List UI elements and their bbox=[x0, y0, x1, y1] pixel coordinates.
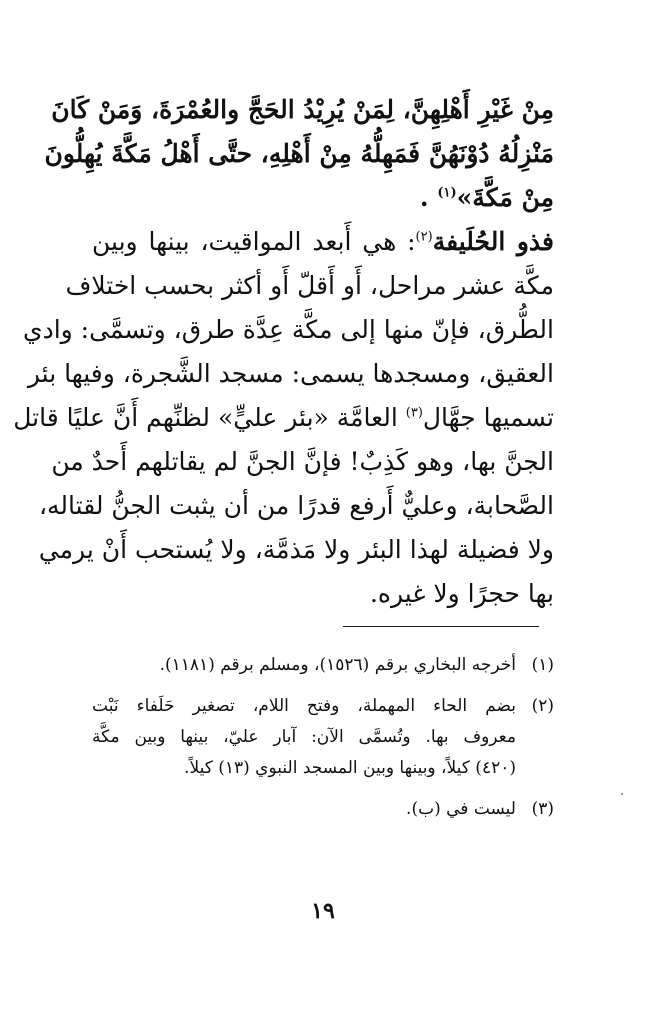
paragraph-heading: فذو الحُلَيفة bbox=[432, 227, 555, 256]
paragraph-line-9: بها حجرًا ولا غيره. bbox=[369, 579, 554, 608]
footnote-line: (٤٢٠) كيلاً، وبينها وبين المسجد النبوي (١٣) كيلاً. bbox=[184, 758, 516, 778]
quote-line-3-text: مِنْ مَكَّةَ» bbox=[456, 183, 554, 212]
scan-speck bbox=[621, 793, 623, 795]
quote-footnote-ref: (١) bbox=[437, 185, 457, 201]
footnote-2 bbox=[92, 691, 554, 784]
footnote-body bbox=[92, 650, 516, 681]
paragraph-footnote-ref-3: (٣) bbox=[405, 405, 423, 421]
paragraph-line-1-rest: : هي أَبعد المواقيت، بينها وبين bbox=[92, 227, 416, 256]
paragraph-line-5 bbox=[13, 396, 554, 440]
quote-line-2: مَنْزِلُهُ دُوْنَهُنَّ فَمَهِلُّهُ مِنْ أَهْلِهِ، حتَّى أَهْلُ مَكَّةَ يُهِلُّونَ bbox=[44, 139, 554, 168]
footnotes bbox=[92, 650, 554, 835]
paragraph-footnote-ref-2: (٢) bbox=[415, 229, 433, 245]
page-number: ١٩ bbox=[311, 898, 335, 924]
quote-line-3 bbox=[92, 176, 554, 220]
footnote-line: ليست في (ب). bbox=[406, 799, 516, 819]
footnote-number: (٢) bbox=[531, 696, 554, 716]
footnote-3 bbox=[92, 794, 554, 825]
footnote-number: (١) bbox=[531, 655, 554, 675]
footnote-body bbox=[92, 794, 516, 825]
paragraph-line-3: الطُّرق، فإنّ منها إلى مكَّة عِدَّة طرق، وتسمَّى: وادي bbox=[23, 315, 554, 344]
footnote-1 bbox=[92, 650, 554, 681]
main-text bbox=[13, 88, 555, 616]
footnote-number: (٣) bbox=[531, 799, 554, 819]
paragraph-line-5-rest: العامَّة «بئر عليٍّ» لظنِّهم أَنَّ عليًا قاتل bbox=[13, 403, 406, 432]
quote-end-mark: . bbox=[419, 183, 429, 212]
footnote-line: أخرجه البخاري برقم (١٥٢٦)، ومسلم برقم (١١٨١). bbox=[159, 655, 516, 675]
footnote-body bbox=[92, 691, 516, 784]
paragraph-line-1 bbox=[92, 220, 554, 264]
paragraph-line-7: الصَّحابة، وعليٌّ أَرفع قدرًا من أن يثبت الجنُّ لقتاله، bbox=[38, 491, 554, 520]
footnote-line: معروف بها. وتُسمَّى الآن: آبار عليّ، بينها وبين مكَّة bbox=[92, 727, 516, 747]
footnote-divider bbox=[343, 626, 539, 627]
paragraph-line-6: الجنَّ بها، وهو كَذِبٌ! فإنَّ الجنَّ لم يقاتلهم أَحدٌ من bbox=[51, 447, 554, 476]
quote-line-1: مِنْ غَيْرِ أَهْلِهِنَّ، لِمَنْ يُرِيْدُ الحَجَّ والعُمْرَةَ، وَمَنْ كَانَ bbox=[51, 95, 554, 124]
footnote-line: بضم الحاء المهملة، وفتح اللام، تصغير حَلَفاء نَبْت bbox=[92, 696, 516, 716]
paragraph-line-8: ولا فضيلة لهذا البئر ولا مَذمَّة، ولا يُستحب أَنْ يرمي bbox=[38, 535, 554, 564]
paragraph-line-5-start: تسميها جهَّال bbox=[422, 403, 554, 432]
paragraph-line-4: العقيق، ومسجدها يسمى: مسجد الشَّجرة، وفيها بئر bbox=[27, 359, 554, 388]
paragraph-line-2: مكَّة عشر مراحل، أَو أَقلّ أَو أكثر بحسب اختلاف bbox=[65, 271, 554, 300]
